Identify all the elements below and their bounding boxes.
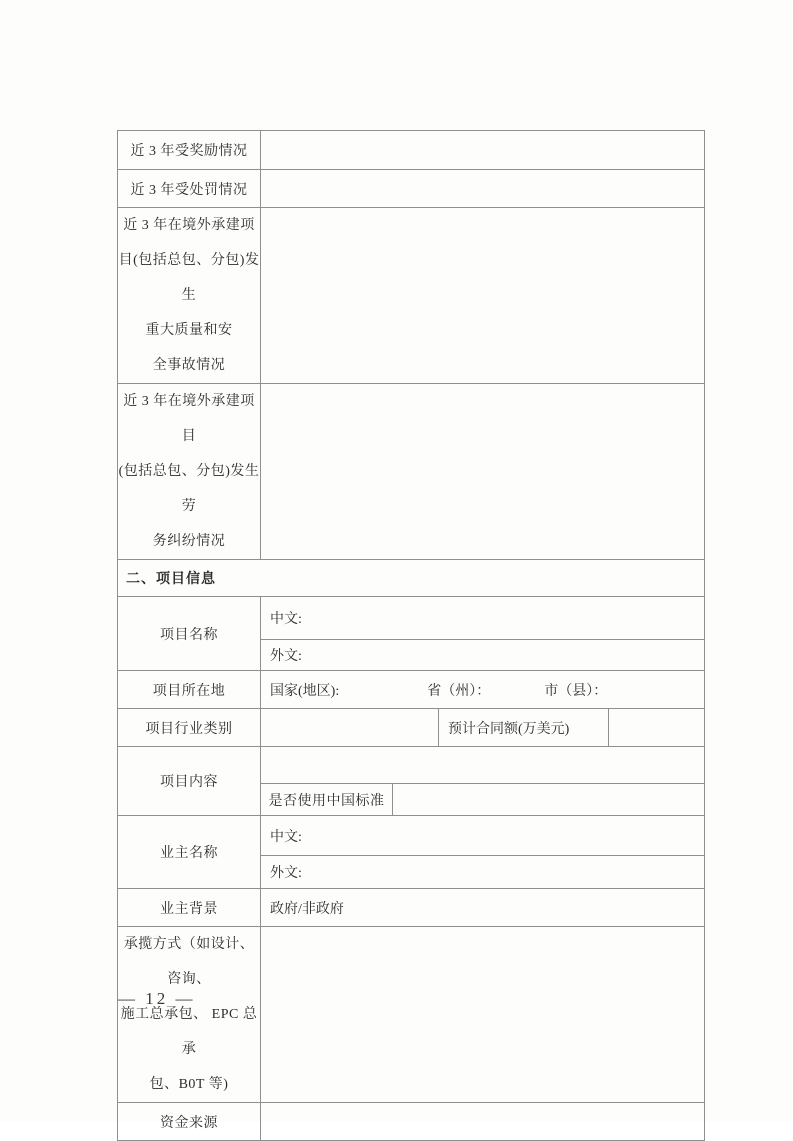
owner-name-zh-cell: 中文:: [261, 816, 705, 856]
labor-disputes-label-line: 近 3 年在境外承建项 目: [123, 394, 255, 444]
location-country-prefix: 国家(地区):: [270, 683, 340, 699]
contract-mode-label: [118, 927, 261, 1103]
project-content-label: 项目内容: [118, 747, 261, 816]
funding-source-label: 资金来源: [118, 1103, 261, 1141]
labor-disputes-label: [118, 384, 261, 560]
row-project-name-zh: [118, 597, 705, 640]
row-awards: [118, 131, 705, 170]
accidents-label: [118, 208, 261, 384]
labor-disputes-value-cell: [261, 384, 705, 560]
project-industry-value-cell: [261, 709, 439, 747]
project-location-label: 项目所在地: [118, 671, 261, 709]
awards-value-cell: [261, 131, 705, 170]
row-owner-name-zh: [118, 816, 705, 856]
location-city-prefix: 市（县）：: [544, 683, 608, 699]
row-labor-disputes: [118, 384, 705, 560]
row-accidents: [118, 208, 705, 384]
accidents-value-cell: [261, 208, 705, 384]
accidents-label-line: 目(包括总包、分包)发生: [118, 253, 260, 303]
project-industry-label: 项目行业类别: [118, 709, 261, 747]
owner-background-value-cell: 政府/非政府: [261, 889, 705, 927]
accidents-label-line: 重大质量和安: [145, 323, 233, 338]
row-section2-header: [118, 560, 705, 597]
awards-label: 近 3 年受奖励情况: [118, 131, 261, 170]
row-project-industry: [118, 709, 705, 747]
row-project-location: [118, 671, 705, 709]
accidents-label-line: 近 3 年在境外承建项: [123, 218, 255, 233]
contract-mode-label-line: 承揽方式（如设计、咨询、: [123, 937, 255, 987]
owner-name-label: 业主名称: [118, 816, 261, 889]
project-info-form-table: [117, 130, 705, 1141]
project-location-cell: [261, 671, 705, 709]
page-number: — 12 —: [118, 989, 196, 1008]
section2-header: 二、项目信息: [118, 560, 705, 597]
project-name-zh-cell: 中文:: [261, 597, 705, 640]
labor-disputes-label-line: 务纠纷情况: [152, 534, 226, 549]
contract-amount-value-cell: [609, 709, 705, 747]
project-name-foreign-cell: 外文:: [261, 640, 705, 671]
contract-mode-label-line: 施工总承包、 EPC 总承: [120, 1007, 258, 1057]
row-owner-background: [118, 889, 705, 927]
penalties-value-cell: [261, 170, 705, 208]
labor-disputes-label-line: (包括总包、分包)发生劳: [118, 464, 260, 514]
row-contract-mode: [118, 927, 705, 1103]
project-name-label: 项目名称: [118, 597, 261, 671]
china-standard-label: 是否使用中国标准: [261, 784, 393, 816]
accidents-label-line: 全事故情况: [152, 358, 226, 373]
owner-background-label: 业主背景: [118, 889, 261, 927]
owner-name-foreign-cell: 外文:: [261, 856, 705, 889]
penalties-label: 近 3 年受处罚情况: [118, 170, 261, 208]
project-content-value-cell: [261, 747, 705, 784]
row-project-content: [118, 747, 705, 784]
contract-amount-label: 预计合同额(万美元): [439, 709, 609, 747]
contract-mode-label-line: 包、B0T 等): [149, 1077, 229, 1092]
location-province-prefix: 省（州）：: [427, 683, 491, 699]
contract-mode-value-cell: [261, 927, 705, 1103]
row-penalties: [118, 170, 705, 208]
china-standard-value-cell: [393, 784, 705, 816]
